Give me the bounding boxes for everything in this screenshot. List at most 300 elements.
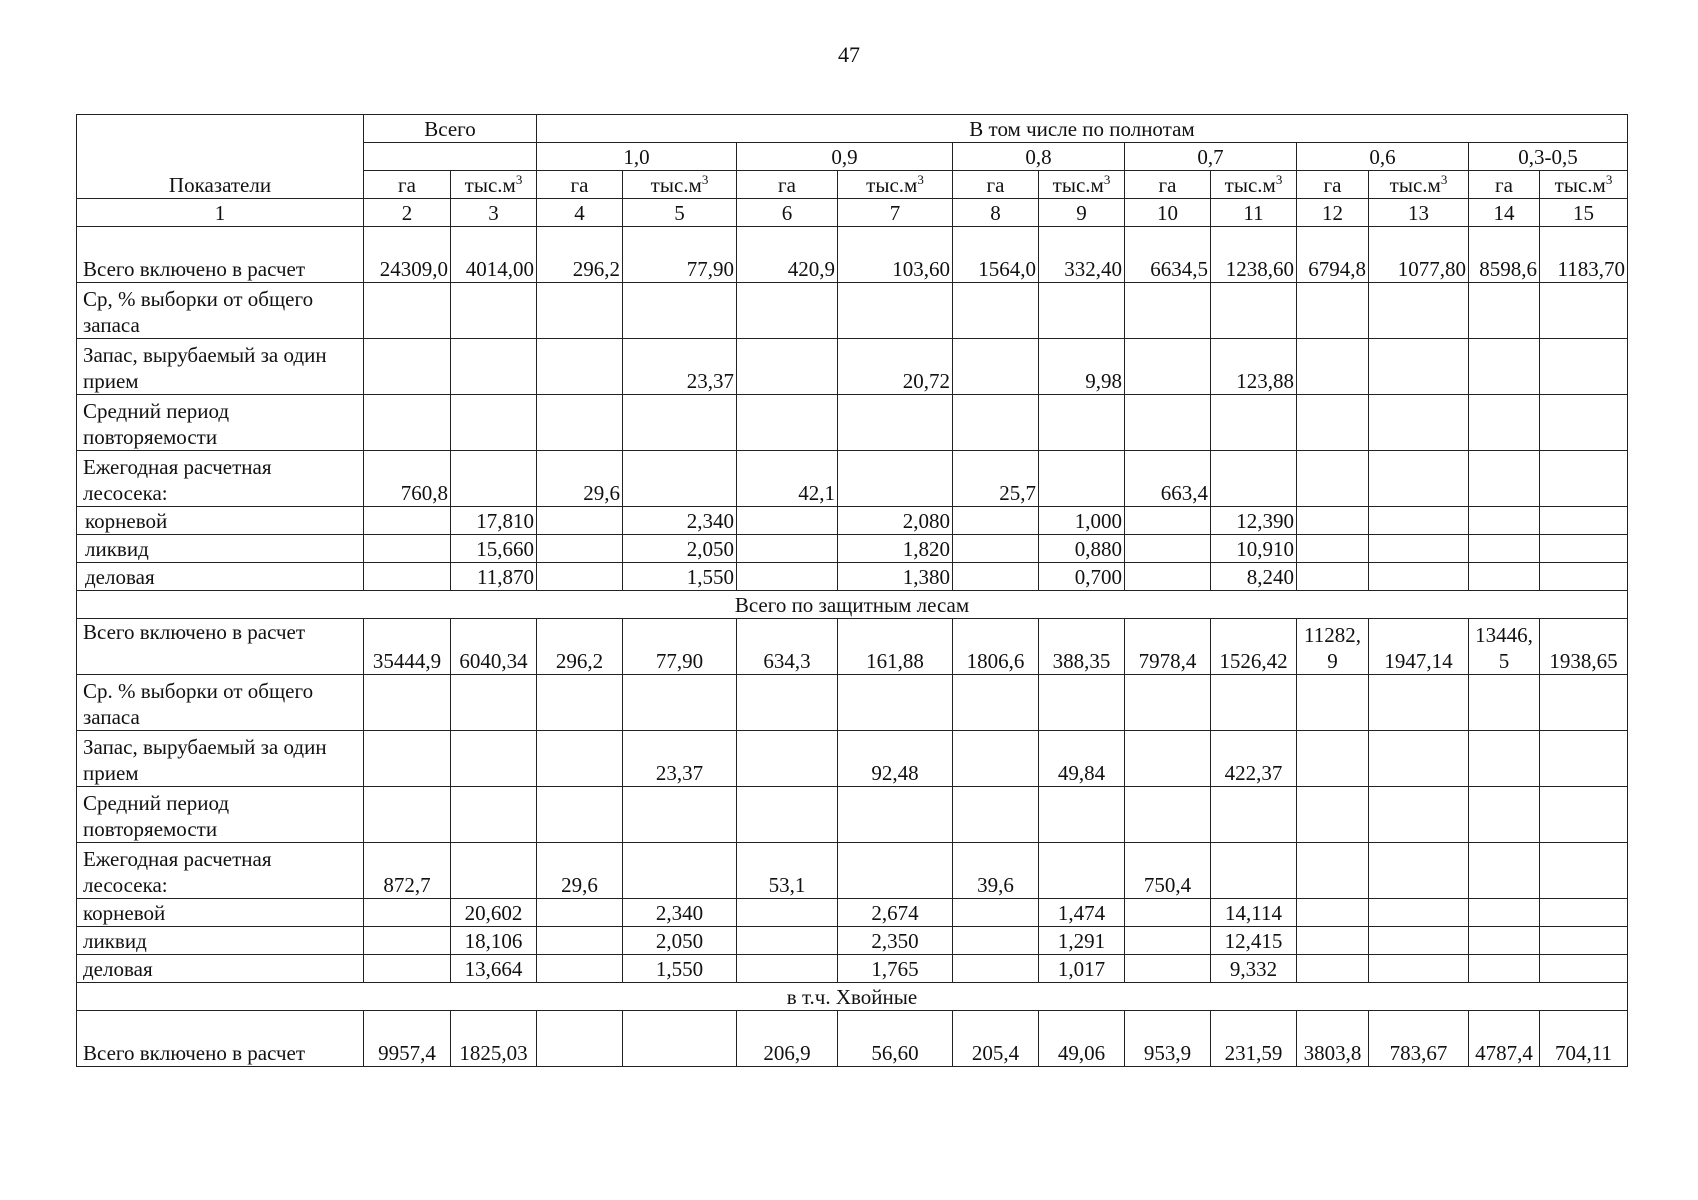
row-label: Запас, вырубаемый за один прием [77,731,364,787]
table-cell [1469,451,1540,507]
row-label: корневой [77,507,364,535]
column-number: 5 [623,199,737,227]
table-cell [1540,899,1628,927]
table-cell: 11282,9 [1297,619,1369,675]
column-number: 2 [364,199,451,227]
table-cell: 12,415 [1211,927,1297,955]
table-row [77,899,1628,927]
row-label: ликвид [77,535,364,563]
table-cell: 13446,5 [1469,619,1540,675]
table-cell [364,339,451,395]
table-cell: 0,700 [1039,563,1125,591]
table-row [77,563,1628,591]
table-cell: 205,4 [953,1011,1039,1067]
table-cell: 0,880 [1039,535,1125,563]
table-cell [1469,843,1540,899]
table-cell [1297,283,1369,339]
table-cell [1297,955,1369,983]
unit-volume-exponent: 3 [1605,172,1613,187]
table-cell: 53,1 [737,843,838,899]
row-label: Ежегодная расчетная лесосека: [77,451,364,507]
unit-volume-exponent: 3 [701,172,709,187]
table-cell [1297,787,1369,843]
table-cell [1469,563,1540,591]
table-cell [1211,283,1297,339]
table-cell: 49,06 [1039,1011,1125,1067]
table-cell [1540,675,1628,731]
table-cell [953,731,1039,787]
table-cell: 35444,9 [364,619,451,675]
table-cell [537,535,623,563]
table-cell [1125,507,1211,535]
table-cell [451,451,537,507]
table-cell: 760,8 [364,451,451,507]
table-cell [1369,675,1469,731]
table-cell: 953,9 [1125,1011,1211,1067]
table-cell [1125,563,1211,591]
table-cell [953,283,1039,339]
column-number: 7 [838,199,953,227]
table-cell: 77,90 [623,227,737,283]
row-label: корневой [77,899,364,927]
table-cell [737,507,838,535]
unit-ha: га [953,171,1039,199]
table-cell [1125,339,1211,395]
table-cell [1125,731,1211,787]
table-row [77,395,1628,451]
unit-ha: га [364,171,451,199]
table-cell: 24309,0 [364,227,451,283]
table-cell [1469,955,1540,983]
column-number: 6 [737,199,838,227]
table-cell [953,339,1039,395]
table-cell [953,395,1039,451]
table-cell [1469,535,1540,563]
column-number: 10 [1125,199,1211,227]
table-cell [364,507,451,535]
table-cell [1297,563,1369,591]
table-cell: 2,080 [838,507,953,535]
table-cell [364,283,451,339]
table-cell [1540,395,1628,451]
table-cell [1369,787,1469,843]
table-cell [737,675,838,731]
table-cell: 123,88 [1211,339,1297,395]
table-cell: 783,67 [1369,1011,1469,1067]
table-cell: 3803,8 [1297,1011,1369,1067]
table-cell [537,955,623,983]
table-cell: 296,2 [537,227,623,283]
unit-ha: га [1297,171,1369,199]
table-cell: 422,37 [1211,731,1297,787]
table-cell: 1938,65 [1540,619,1628,675]
table-cell [1469,507,1540,535]
table-cell: 8,240 [1211,563,1297,591]
row-label: Ежегодная расчетная лесосека: [77,843,364,899]
table-cell: 39,6 [953,843,1039,899]
table-cell: 1238,60 [1211,227,1297,283]
header-density-4: 0,7 [1125,143,1297,171]
unit-volume-base: тыс.м [1554,173,1606,197]
table-cell [1369,563,1469,591]
table-cell: 9,98 [1039,339,1125,395]
table-cell [364,927,451,955]
forest-inventory-table [76,114,1628,1067]
table-row [77,955,1628,983]
table-cell: 1,820 [838,535,953,563]
row-label: деловая [77,955,364,983]
table-cell [1125,395,1211,451]
table-cell: 2,050 [623,535,737,563]
row-label: Средний период повторяемости [77,787,364,843]
table-cell [537,563,623,591]
table-cell: 23,37 [623,339,737,395]
table-cell [1369,731,1469,787]
table-cell [451,787,537,843]
table-cell [537,675,623,731]
header-density-6: 0,3-0,5 [1469,143,1628,171]
table-cell [1297,675,1369,731]
unit-ha: га [537,171,623,199]
header-density-3: 0,8 [953,143,1125,171]
table-cell [953,535,1039,563]
table-cell [1039,843,1125,899]
table-row [77,843,1628,899]
table-cell: 2,350 [838,927,953,955]
unit-volume [623,171,737,199]
unit-volume-exponent: 3 [917,172,924,187]
column-number: 11 [1211,199,1297,227]
table-cell [1469,283,1540,339]
table-cell [737,339,838,395]
table-cell [737,787,838,843]
table-cell: 11,870 [451,563,537,591]
table-cell [537,395,623,451]
table-cell [451,731,537,787]
table-cell [364,787,451,843]
table-cell [1469,731,1540,787]
table-cell: 23,37 [623,731,737,787]
table-row [77,731,1628,787]
header-total-spacer [364,143,537,171]
section-title: в т.ч. Хвойные [77,983,1628,1011]
column-number: 14 [1469,199,1540,227]
unit-volume [451,171,537,199]
table-cell [1125,787,1211,843]
section-title-row [77,983,1628,1011]
table-cell: 2,340 [623,899,737,927]
row-label: Всего включено в расчет [77,1011,364,1067]
table-cell [1540,507,1628,535]
column-number: 3 [451,199,537,227]
table-cell [1125,535,1211,563]
section-title-row [77,591,1628,619]
table-cell [1297,927,1369,955]
table-cell [1469,787,1540,843]
table-cell [364,535,451,563]
table-cell: 332,40 [1039,227,1125,283]
table-cell [623,787,737,843]
table-cell [623,395,737,451]
table-cell [1369,927,1469,955]
unit-volume [1039,171,1125,199]
table-cell [537,1011,623,1067]
table-cell: 2,050 [623,927,737,955]
table-cell [623,1011,737,1067]
table-cell [1469,675,1540,731]
table-row [77,675,1628,731]
row-label: ликвид [77,927,364,955]
table-cell [737,955,838,983]
table-row [77,507,1628,535]
table-cell [451,395,537,451]
table-cell: 420,9 [737,227,838,283]
table-cell [364,899,451,927]
row-label: Всего включено в расчет [77,227,364,283]
header-by-density: В том числе по полнотам [537,115,1628,143]
table-cell [451,675,537,731]
table-cell [1469,339,1540,395]
table-cell [1469,899,1540,927]
table-cell: 1,017 [1039,955,1125,983]
table-cell [364,731,451,787]
table-row [77,927,1628,955]
table-cell: 8598,6 [1469,227,1540,283]
table-cell: 6040,34 [451,619,537,675]
table-cell: 103,60 [838,227,953,283]
table-cell: 1,550 [623,563,737,591]
table-cell: 2,340 [623,507,737,535]
table-cell [364,675,451,731]
column-number: 8 [953,199,1039,227]
row-label: Ср, % выборки от общего запаса [77,283,364,339]
table-cell [1369,535,1469,563]
table-cell [1211,843,1297,899]
table-cell [1540,787,1628,843]
table-cell: 18,106 [451,927,537,955]
table-cell [838,395,953,451]
table-cell: 1564,0 [953,227,1039,283]
table-cell [1369,843,1469,899]
table-cell [537,507,623,535]
table-cell [1297,395,1369,451]
table-cell [537,731,623,787]
table-cell [1125,955,1211,983]
table-cell [451,283,537,339]
table-cell [1369,899,1469,927]
unit-volume-exponent: 3 [1440,172,1448,187]
table-cell [364,955,451,983]
table-cell [1540,283,1628,339]
row-label: деловая [77,563,364,591]
row-label: Средний период повторяемости [77,395,364,451]
table-cell: 4014,00 [451,227,537,283]
table-cell: 663,4 [1125,451,1211,507]
table-cell [838,675,953,731]
table-cell [537,787,623,843]
table-cell [737,395,838,451]
table-cell [537,927,623,955]
column-number: 12 [1297,199,1369,227]
unit-volume [1369,171,1469,199]
table-cell [1540,451,1628,507]
table-cell: 1,000 [1039,507,1125,535]
table-cell [1540,843,1628,899]
column-numbers-row [77,199,1628,227]
table-cell: 20,72 [838,339,953,395]
table-cell [1297,843,1369,899]
table-cell [1540,563,1628,591]
table-cell: 29,6 [537,843,623,899]
column-number: 1 [77,199,364,227]
unit-volume-base: тыс.м [866,173,918,197]
table-cell: 231,59 [1211,1011,1297,1067]
table-cell: 56,60 [838,1011,953,1067]
table-cell [1369,955,1469,983]
table-cell [1039,283,1125,339]
row-label: Запас, вырубаемый за один прием [77,339,364,395]
table-cell [838,451,953,507]
table-cell [1211,451,1297,507]
table-cell: 704,11 [1540,1011,1628,1067]
page-number: 47 [838,42,860,67]
unit-volume-exponent: 3 [1103,172,1111,187]
table-cell: 388,35 [1039,619,1125,675]
table-cell: 49,84 [1039,731,1125,787]
table-cell [1297,339,1369,395]
table-cell [537,283,623,339]
unit-ha: га [1469,171,1540,199]
table-cell [537,339,623,395]
table-cell [1369,451,1469,507]
unit-ha: га [1125,171,1211,199]
table-cell [1540,927,1628,955]
table-cell: 6634,5 [1125,227,1211,283]
table-cell [623,451,737,507]
table-cell [737,899,838,927]
table-cell [1540,339,1628,395]
table-cell [1211,395,1297,451]
table-cell: 12,390 [1211,507,1297,535]
table-cell: 9957,4 [364,1011,451,1067]
table-cell: 1526,42 [1211,619,1297,675]
table-cell: 4787,4 [1469,1011,1540,1067]
table-cell: 17,810 [451,507,537,535]
table-cell: 1,765 [838,955,953,983]
table-cell: 750,4 [1125,843,1211,899]
table-cell [1125,927,1211,955]
table-cell [364,395,451,451]
table-cell [1469,927,1540,955]
table-cell [737,927,838,955]
table-cell: 1,380 [838,563,953,591]
table-cell: 77,90 [623,619,737,675]
table-cell [1369,283,1469,339]
table-cell [737,283,838,339]
table-cell: 161,88 [838,619,953,675]
table-cell [1039,675,1125,731]
table-cell: 1806,6 [953,619,1039,675]
table-cell: 14,114 [1211,899,1297,927]
table-cell: 1,291 [1039,927,1125,955]
table-cell: 7978,4 [1125,619,1211,675]
table-row [77,535,1628,563]
table-cell [1039,787,1125,843]
header-indicators: Показатели [77,115,364,199]
table-cell [953,955,1039,983]
table-row [77,227,1628,283]
table-cell [1369,395,1469,451]
table-cell: 1077,80 [1369,227,1469,283]
table-cell: 1,474 [1039,899,1125,927]
row-label: Всего включено в расчет [77,619,364,675]
table-cell [953,899,1039,927]
table-cell [838,843,953,899]
table-row [77,787,1628,843]
table-cell [623,283,737,339]
table-row [77,283,1628,339]
column-number: 4 [537,199,623,227]
table-cell [1297,451,1369,507]
header-density-2: 0,9 [737,143,953,171]
unit-volume [838,171,953,199]
header-density-5: 0,6 [1297,143,1469,171]
table-row [77,619,1628,675]
table-cell: 13,664 [451,955,537,983]
table-cell: 634,3 [737,619,838,675]
table-cell [737,731,838,787]
table-cell [838,787,953,843]
table-cell [1297,535,1369,563]
table-cell [953,927,1039,955]
table-cell [953,507,1039,535]
table-cell: 1,550 [623,955,737,983]
table-cell [1039,395,1125,451]
table-cell: 42,1 [737,451,838,507]
table-cell [364,563,451,591]
table-cell: 25,7 [953,451,1039,507]
table-cell [1125,675,1211,731]
column-number: 9 [1039,199,1125,227]
table-cell: 1183,70 [1540,227,1628,283]
table-cell: 6794,8 [1297,227,1369,283]
column-number: 15 [1540,199,1628,227]
table-cell [451,339,537,395]
unit-volume-exponent: 3 [1275,172,1283,187]
table-cell: 296,2 [537,619,623,675]
table-cell: 206,9 [737,1011,838,1067]
unit-volume-base: тыс.м [1052,173,1104,197]
table-cell: 1825,03 [451,1011,537,1067]
table-cell: 10,910 [1211,535,1297,563]
table-cell: 872,7 [364,843,451,899]
table-row [77,451,1628,507]
table-cell: 20,602 [451,899,537,927]
table-cell [1540,731,1628,787]
unit-volume [1211,171,1297,199]
table-cell [953,563,1039,591]
table-cell [1369,507,1469,535]
unit-volume [1540,171,1628,199]
table-cell [1211,675,1297,731]
table-cell [1369,339,1469,395]
table-cell [1125,283,1211,339]
header-density-1: 1,0 [537,143,737,171]
table-cell: 15,660 [451,535,537,563]
table-cell: 1947,14 [1369,619,1469,675]
unit-ha: га [737,171,838,199]
table-cell [737,563,838,591]
